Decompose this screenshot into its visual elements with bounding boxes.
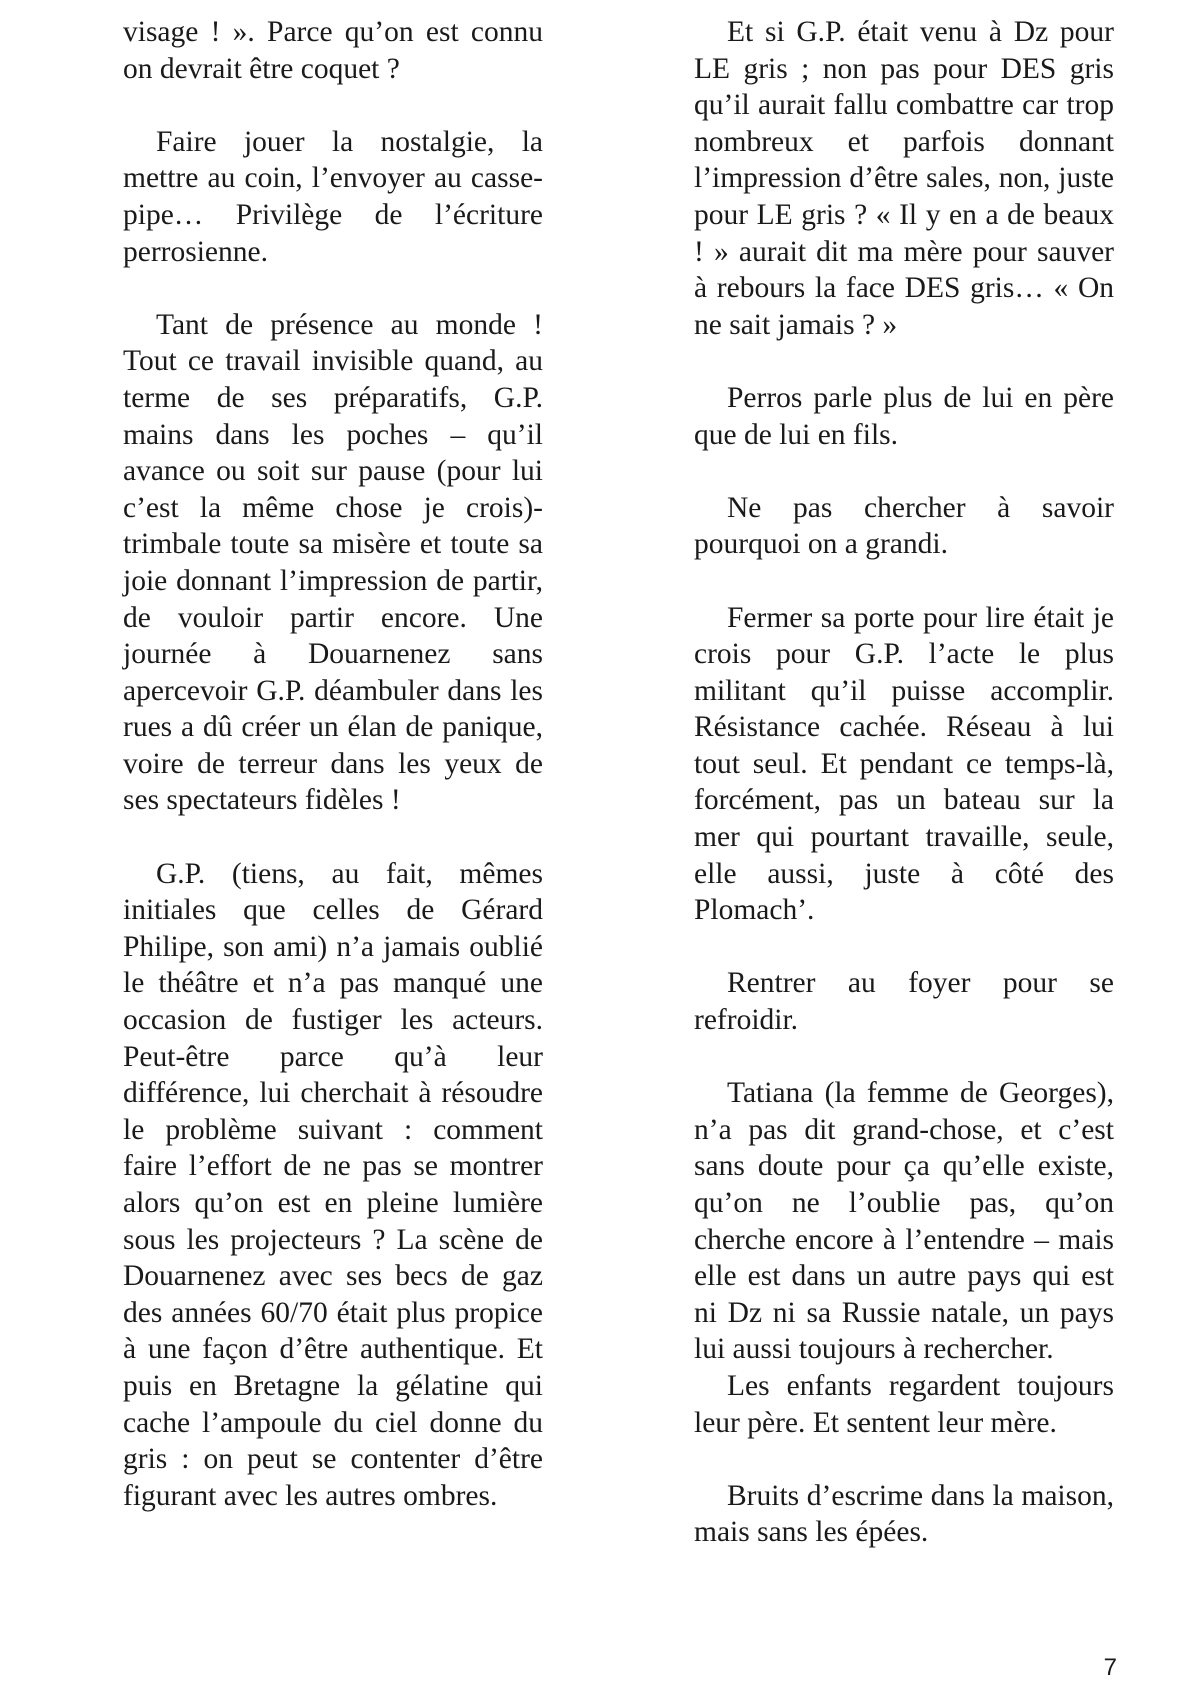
paragraph: Faire jouer la nostalgie, la mettre au coin, l’envoyer au casse-pipe… Privilège de l’écriture perrosienne. <box>123 125 543 268</box>
paragraph: Fermer sa porte pour lire était je crois pour G.P. l’acte le plus militant qu’il puisse accomplir. Résistance cachée. Réseau à lui tout seul. Et pendant ce temps-là, forcément, pas un bateau sur la mer qui pourtant travaille, seule, elle aussi, juste à côté des Plomach’. <box>694 601 1114 927</box>
paragraph: Bruits d’escrime dans la maison, mais sans les épées. <box>694 1479 1114 1549</box>
right-text-column <box>694 14 1114 1588</box>
paragraph: Les enfants regardent toujours leur père. Et sentent leur mère. <box>694 1369 1114 1439</box>
paragraph: Tant de présence au monde ! Tout ce travail invisible quand, au terme de ses préparatifs, G.P. mains dans les poches – qu’il avance ou soit sur pause (pour lui c’est la même chose je crois)- trimbale toute sa misère et toute sa joie donnant l’impression de partir, de vouloir partir encore. Une journée à Douarnenez sans apercevoir G.P. déambuler dans les rues a dû créer un élan de panique, voire de terreur dans les yeux de ses spectateurs fidèles ! <box>123 308 543 817</box>
paragraph: G.P. (tiens, au fait, mêmes initiales que celles de Gérard Philipe, son ami) n’a jamais oublié le théâtre et n’a pas manqué une occasion de fustiger les acteurs. Peut-être parce qu’à leur différence, lui cherchait à résoudre le problème suivant : comment faire l’effort de ne pas se montrer alors qu’on est en pleine lumière sous les projecteurs ? La scène de Douarnenez avec ses becs de gaz des années 60/70 était plus propice à une façon d’être authentique. Et puis en Bretagne la gélatine qui cache l’ampoule du ciel donne du gris : on peut se contenter d’être figurant avec les autres ombres. <box>123 857 543 1512</box>
paragraph: Rentrer au foyer pour se refroidir. <box>694 967 1114 1037</box>
paragraph: Et si G.P. était venu à Dz pour LE gris ; non pas pour DES gris qu’il aurait fallu combattre car trop nombreux et parfois donnant l’impression d’être sales, non, juste pour LE gris ? « Il y en a de beaux ! » aurait dit ma mère pour sauver à rebours la face DES gris… « On ne sait jamais ? » <box>694 16 1114 341</box>
paragraph: Tatiana (la femme de Georges), n’a pas dit grand-chose, et c’est sans doute pour ça qu’elle existe, qu’on ne l’oublie pas, qu’on cherche encore à l’entendre – mais elle est dans un autre pays qui est ni Dz ni sa Russie natale, un pays lui aussi toujours à rechercher. <box>694 1077 1114 1366</box>
paragraph: Ne pas chercher à savoir pourquoi on a grandi. <box>694 491 1114 561</box>
paragraph: visage ! ». Parce qu’on est connu on devrait être coquet ? <box>123 16 543 85</box>
page-number: 7 <box>1103 1654 1117 1681</box>
paragraph: Perros parle plus de lui en père que de lui en fils. <box>694 381 1114 451</box>
left-text-column <box>123 14 543 1551</box>
